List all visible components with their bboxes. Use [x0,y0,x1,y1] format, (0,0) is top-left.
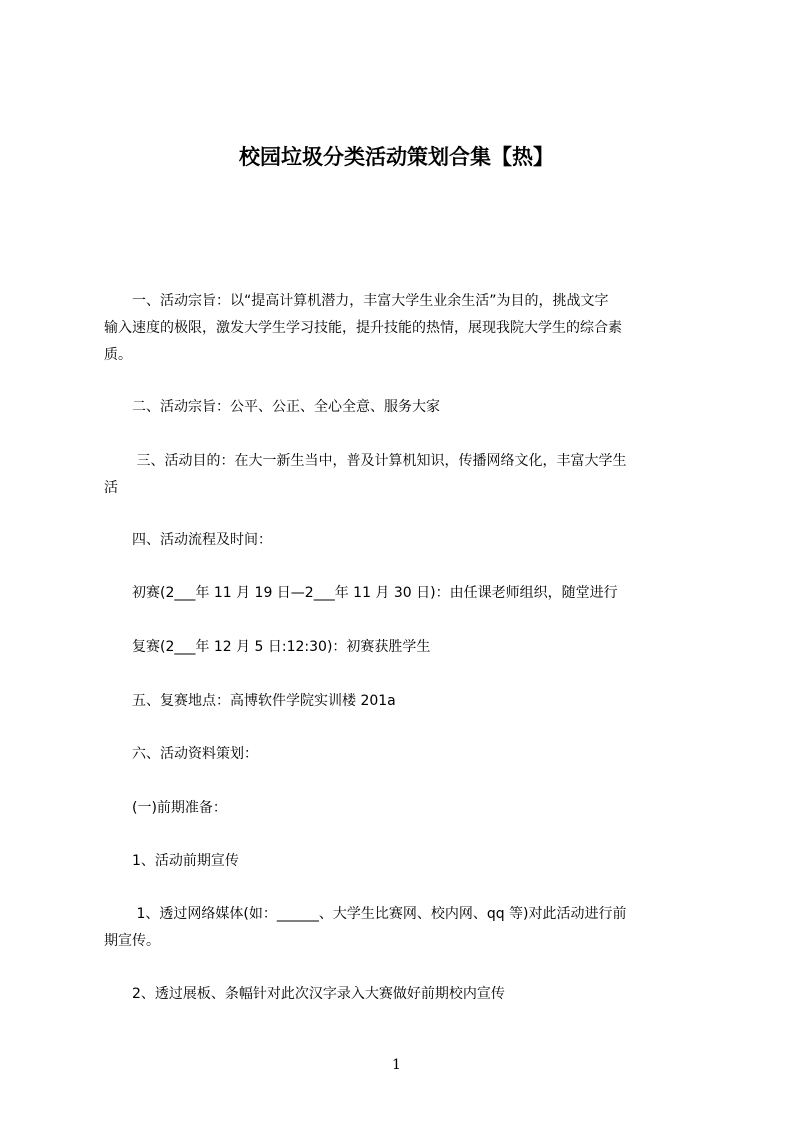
paragraph-line: 期宣传。 [104,933,160,949]
paragraph-line: 输入速度的极限，激发大学生学习技能，提升技能的热情，展现我院大学生的综合素 [104,320,622,336]
paragraph-principle: 二、活动宗旨：公平、公正、全心全意、服务大家 [104,399,440,415]
paragraph-line: 三、活动目的：在大一新生当中，普及计算机知识，传播网络文化，丰富大学生 [104,453,627,469]
paragraph-planning-heading: 六、活动资料策划： [104,746,258,762]
paragraph-line: 活 [104,480,118,496]
paragraph-line: 1、透过网络媒体(如：______、大学生比赛网、校内网、qq 等)对此活动进行前 [104,906,627,922]
paragraph-preliminary: 初赛(2___年 11 月 19 日—2___年 11 月 30 日)：由任课老师组织，随堂进行 [104,585,618,601]
paragraph-banner-publicity: 2、透过展板、条幅针对此次汉字录入大赛做好前期校内宣传 [104,986,505,1002]
paragraph-online-publicity [104,901,704,955]
paragraph-publicity-heading: 1、活动前期宣传 [104,853,239,869]
page-number: 1 [392,1057,401,1073]
paragraph-preparation: (一)前期准备： [104,800,227,816]
paragraph-schedule-heading: 四、活动流程及时间： [104,532,272,548]
paragraph-line: 质。 [104,347,132,363]
paragraph-objective [104,448,704,502]
document-title: 校园垃圾分类活动策划合集【热】 [239,145,554,169]
paragraph-purpose [104,288,704,369]
paragraph-final-round: 复赛(2___年 12 月 5 日:12:30)：初赛获胜学生 [104,639,431,655]
paragraph-venue: 五、复赛地点：高博软件学院实训楼 201a [104,693,396,709]
paragraph-line: 一、活动宗旨：以“提高计算机潜力，丰富大学生业余生活”为目的，挑战文字 [104,293,609,309]
